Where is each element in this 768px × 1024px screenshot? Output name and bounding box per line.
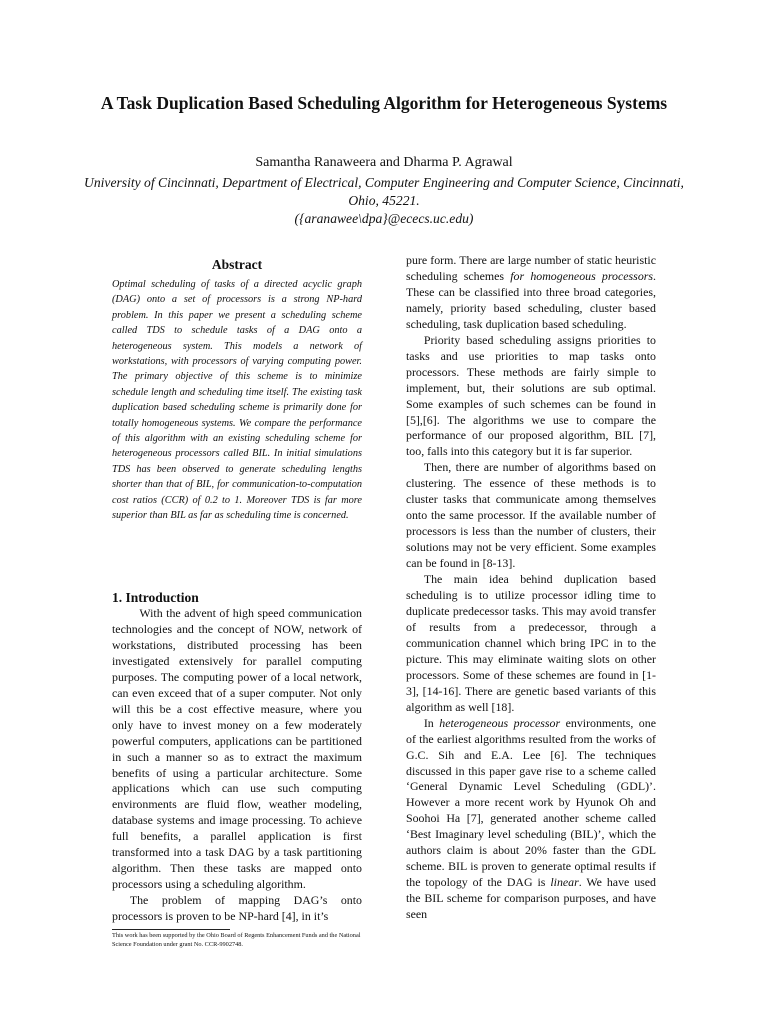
text-run: environments, one of the earliest algorithms resulted from the works of G.C. Sih and E.A. Lee [6]. The techniques discussed in this paper gave rise to a scheme called ‘General Dynamic Level Scheduling (GDL)’. However a more recent work by Hyunok Oh and Soohoi Ha [7], generated another scheme called ‘Best Imaginary level scheduling (BIL)’, which the authors claim is about 20% faster than the GDL scheme. BIL is proven to generate optimal results if the topology of the DAG is xyxy=(406,715,656,890)
paragraph: The main idea behind duplication based scheduling is to utilize processor idling time to duplicate predecessor tasks. This may avoid transfer of results from a predecessor, through a communication channel which bring IPC in to the picture. This may eliminate waiting slots on other processors. Some of these schemes are found in [1-3], [14-16]. There are genetic based variants of this algorithm as well [18]. xyxy=(406,572,656,714)
affiliation: University of Cincinnati, Department of Electrical, Computer Engineering and Computer Science, Cincinnati, Ohio, 45221. xyxy=(84,175,684,208)
text-run: . These can be classified into three broad categories, namely, priority based scheduling, cluster based scheduling, task duplication based scheduling. xyxy=(406,268,656,331)
paper-title: A Task Duplication Based Scheduling Algorithm for Heterogeneous Systems xyxy=(100,93,668,113)
email: ({aranawee\dpa}@ececs.uc.edu) xyxy=(294,211,474,226)
introduction-body xyxy=(112,606,362,925)
text-run: . We have used the BIL scheme for comparison purposes, and have seen xyxy=(406,875,657,922)
emphasis: linear xyxy=(550,875,579,890)
emphasis: for homogeneous processors xyxy=(510,268,654,283)
paragraph: The problem of mapping DAG’s onto processors is proven to be NP-hard [4], in it’s xyxy=(112,893,362,924)
introduction-heading: 1. Introduction xyxy=(112,590,199,605)
text-run: pure form. There are large number of static heuristic scheduling schemes xyxy=(406,253,656,283)
paragraph: Priority based scheduling assigns priorities to tasks and use priorities to map tasks onto processors. These methods are fairly simple to implement, but, their solutions are sub optimal. Some examples of such schemes can be found in [5],[6]. The algorithms we use to compare the performance of our proposed algorithm, BIL [7], too, falls into this category but it is far superior. xyxy=(406,332,656,459)
paragraph: With the advent of high speed communication technologies and the concept of NOW, network of workstations, distributed processing has been investigated extensively for parallel computing purposes. The computing power of a local network, can even exceed that of a super computer. Not only will this be a cost effective measure, where you only have to invest money on a few moderately powerful computers, applications can be partitioned in such a manner so as to extract the maximum benefits of using a particular architecture. Some applications which can use such computing environments are fluid flow, weather modeling, database systems and image processing. To achieve full benefits, a parallel application is first transformed into a task DAG by a task partitioning algorithm. Then these tasks are mapped onto processors using a scheduling algorithm. xyxy=(112,606,362,892)
footnote: This work has been supported by the Ohio Board of Regents Enhancement Funds and the National Science Foundation under grant No. CCR-9902748. xyxy=(112,932,361,948)
footnote-divider xyxy=(112,929,230,930)
paragraph xyxy=(406,716,656,923)
abstract-heading: Abstract xyxy=(211,257,263,272)
affiliation-block xyxy=(70,174,698,228)
emphasis: heterogeneous processor xyxy=(439,715,561,730)
text-run: In xyxy=(423,715,440,730)
abstract-text: Optimal scheduling of tasks of a directed acyclic graph (DAG) onto a set of processors is a strong NP-hard problem. In this paper we present a scheduling scheme called TDS to schedule tasks of a DAG onto a heterogeneous system. This models a network of workstations, with processors of varying computing power. The primary objective of this scheme is to minimize schedule length and scheduling time itself. The existing task duplication based scheduling scheme is primarily done for totally homogeneous systems. We compare the performance of this algorithm with an existing scheduling scheme for heterogeneous processors called BIL. In initial simulations TDS has been observed to generate scheduling lengths shorter than that of BIL, for communication-to-computation cost ratios (CCR) of 0.2 to 1. Moreover TDS is far more superior than BIL as far as scheduling time is concerned. xyxy=(112,279,362,522)
author-names: Samantha Ranaweera and Dharma P. Agrawal xyxy=(255,155,513,170)
paragraph: Then, there are number of algorithms based on clustering. The essence of these methods is to cluster tasks that communicate among themselves onto the same processor. If the available number of processors is less than the number of clusters, their solutions may not be very efficient. Some examples can be found in [8-13]. xyxy=(406,460,656,571)
right-column-body xyxy=(406,253,656,923)
paragraph xyxy=(406,253,656,333)
